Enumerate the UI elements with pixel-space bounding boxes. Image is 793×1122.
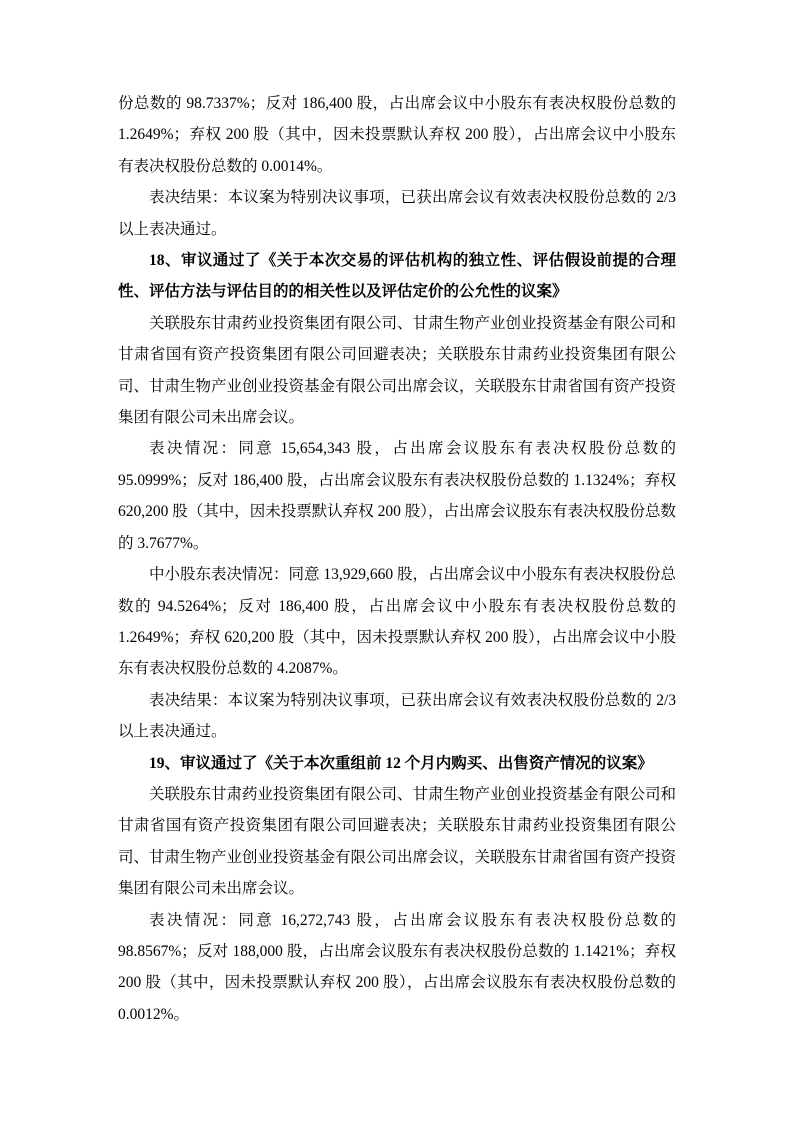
paragraph-vote-details-item-18: 表决情况：同意 15,654,343 股，占出席会议股东有表决权股份总数的 95.0999%；反对 186,400 股，占出席会议股东有表决权股份总数的 1.1324%；弃权 620,200 股（其中，因未投票默认弃权 200 股），占出席会议股东有表决权股份总数的 3.7677%。 <box>118 440 677 552</box>
heading-item-18: 18、审议通过了《关于本次交易的评估机构的独立性、评估假设前提的合理性、评估方法与评估目的的相关性以及评估定价的公允性的议案》 <box>118 252 676 301</box>
paragraph-related-shareholders-item-18: 关联股东甘肃药业投资集团有限公司、甘肃生物产业创业投资基金有限公司和甘肃省国有资产投资集团有限公司回避表决；关联股东甘肃药业投资集团有限公司、甘肃生物产业创业投资基金有限公司出席会议，关联股东甘肃省国有资产投资集团有限公司未出席会议。 <box>118 314 677 427</box>
paragraph-vote-details-item-19: 表决情况：同意 16,272,743 股，占出席会议股东有表决权股份总数的 98.8567%；反对 188,000 股，占出席会议股东有表决权股份总数的 1.1421%；弃权 200 股（其中，因未投票默认弃权 200 股），占出席会议股东有表决权股份总数的 0.0012%。 <box>118 911 676 1023</box>
paragraph-related-shareholders-item-19: 关联股东甘肃药业投资集团有限公司、甘肃生物产业创业投资基金有限公司和甘肃省国有资产投资集团有限公司回避表决；关联股东甘肃药业投资集团有限公司、甘肃生物产业创业投资基金有限公司出席会议，关联股东甘肃省国有资产投资集团有限公司未出席会议。 <box>118 785 677 898</box>
paragraph-minority-vote-continuation: 份总数的 98.7337%；反对 186,400 股，占出席会议中小股东有表决权股份总数的 1.2649%；弃权 200 股（其中，因未投票默认弃权 200 股），占出席会议中小股东有表决权股份总数的 0.0014%。 <box>118 95 676 175</box>
document-content <box>118 88 676 1030</box>
paragraph-vote-result-item-17: 表决结果：本议案为特别决议事项，已获出席会议有效表决权股份总数的 2/3 以上表决通过。 <box>118 189 676 238</box>
heading-item-19: 19、审议通过了《关于本次重组前 12 个月内购买、出售资产情况的议案》 <box>149 754 653 772</box>
paragraph-minority-vote-details-item-18: 中小股东表决情况：同意 13,929,660 股，占出席会议中小股东有表决权股份总数的 94.5264%；反对 186,400 股，占出席会议中小股东有表决权股份总数的 1.2649%；弃权 620,200 股（其中，因未投票默认弃权 200 股），占出席会议中小股东有表决权股份总数的 4.2087%。 <box>118 566 677 678</box>
paragraph-vote-result-item-18: 表决结果：本议案为特别决议事项，已获出席会议有效表决权股份总数的 2/3 以上表决通过。 <box>118 691 676 741</box>
